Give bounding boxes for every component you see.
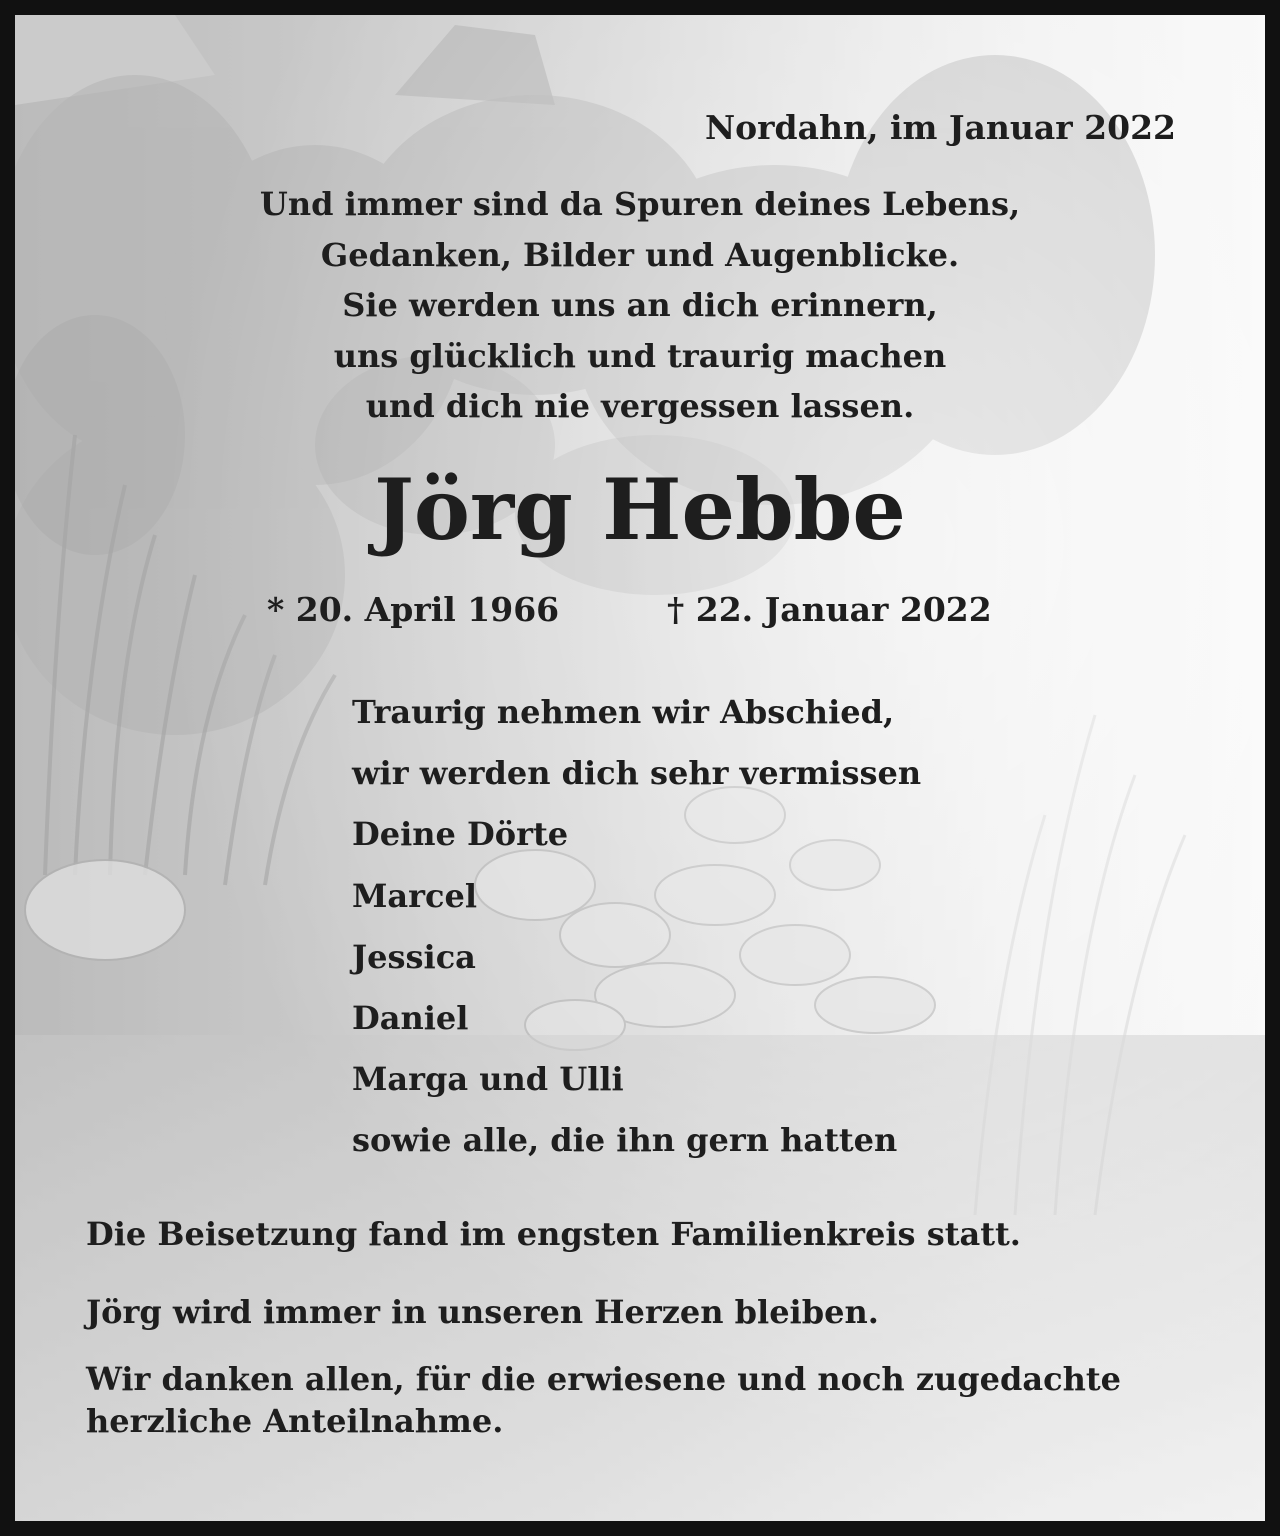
mourner-line: wir werden dich sehr vermissen bbox=[352, 754, 922, 793]
poem-line: uns glücklich und traurig machen bbox=[333, 336, 947, 375]
thanks-line: herzliche Anteilnahme. bbox=[86, 1402, 504, 1440]
poem-line: Gedanken, Bilder und Augenblicke. bbox=[320, 235, 960, 274]
mourner-line: Daniel bbox=[352, 998, 469, 1037]
mourner-line: Marga und Ulli bbox=[352, 1060, 624, 1099]
mourner-line: Deine Dörte bbox=[352, 815, 569, 854]
thanks-line: Wir danken allen, für die erwiesene und noch zugedachte bbox=[86, 1360, 1121, 1398]
mourner-line: Marcel bbox=[352, 876, 478, 915]
poem-line: und dich nie vergessen lassen. bbox=[365, 387, 915, 425]
funeral-note: Die Beisetzung fand im engsten Familienkreis statt. bbox=[86, 1215, 1021, 1253]
place-date: Nordahn, im Januar 2022 bbox=[704, 108, 1176, 147]
mourners-list bbox=[352, 682, 921, 1172]
deceased-name: Jörg Hebbe bbox=[374, 460, 906, 559]
mourner-line: Jessica bbox=[352, 937, 476, 976]
birth-date: * 20. April 1966 bbox=[267, 590, 560, 629]
poem-line: Und immer sind da Spuren deines Lebens, bbox=[259, 185, 1021, 223]
mourner-line: Traurig nehmen wir Abschied, bbox=[352, 693, 895, 731]
poem bbox=[15, 179, 1265, 432]
poem-line: Sie werden uns an dich erinnern, bbox=[342, 286, 938, 324]
death-date: † 22. Januar 2022 bbox=[667, 590, 992, 629]
remembrance-note: Jörg wird immer in unseren Herzen bleiben. bbox=[86, 1293, 879, 1331]
thanks-note bbox=[86, 1358, 1121, 1442]
mourner-line: sowie alle, die ihn gern hatten bbox=[352, 1121, 898, 1160]
